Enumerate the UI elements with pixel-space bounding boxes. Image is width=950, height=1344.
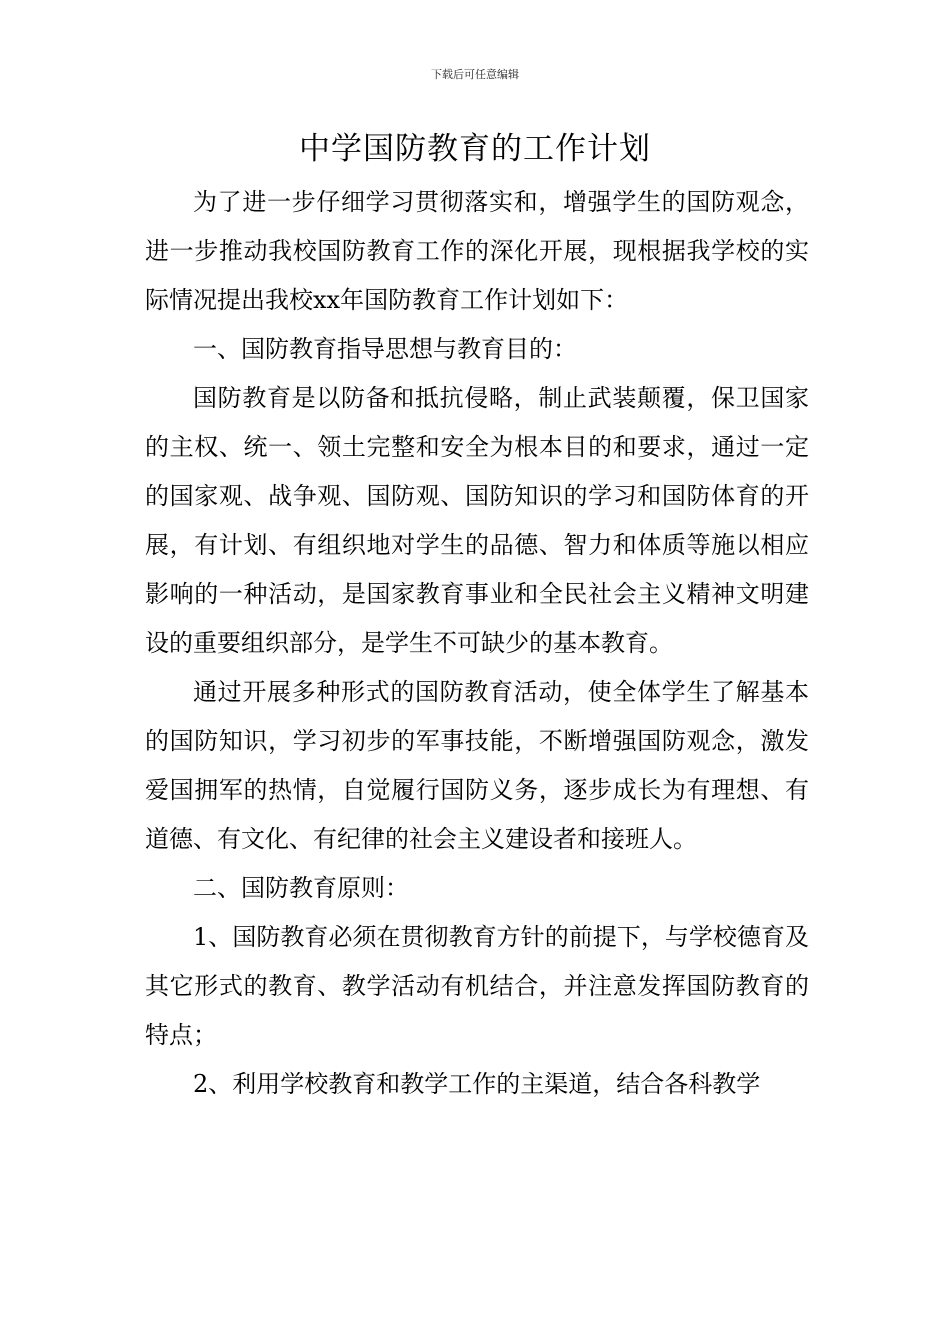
principle-item-1: 1、国防教育必须在贯彻教育方针的前提下，与学校德育及其它形式的教育、教学活动有机结合，并注意发挥国防教育的特点； (145, 923, 809, 1049)
section-heading-2: 二、国防教育原则： (193, 874, 409, 902)
document-body (145, 178, 809, 1109)
header-note: 下载后可任意编辑 (431, 68, 519, 81)
document-title: 中学国防教育的工作计划 (299, 131, 651, 167)
paragraph-intro: 为了进一步仔细学习贯彻落实和，增强学生的国防观念，进一步推动我校国防教育工作的深化开展，现根据我学校的实际情况提出我校xx年国防教育工作计划如下： (145, 188, 809, 314)
paragraph-definition: 国防教育是以防备和抵抗侵略，制止武装颠覆，保卫国家的主权、统一、领土完整和安全为根本目的和要求，通过一定的国家观、战争观、国防观、国防知识的学习和国防体育的开展，有计划、有组织地对学生的品德、智力和体质等施以相应影响的一种活动，是国家教育事业和全民社会主义精神文明建设的重要组织部分，是学生不可缺少的基本教育。 (145, 384, 809, 657)
principle-item-2: 2、利用学校教育和教学工作的主渠道，结合各科教学 (193, 1070, 761, 1098)
section-heading-1: 一、国防教育指导思想与教育目的： (193, 335, 577, 363)
paragraph-goals: 通过开展多种形式的国防教育活动，使全体学生了解基本的国防知识，学习初步的军事技能，不断增强国防观念，激发爱国拥军的热情，自觉履行国防义务，逐步成长为有理想、有道德、有文化、有纪律的社会主义建设者和接班人。 (145, 678, 809, 853)
